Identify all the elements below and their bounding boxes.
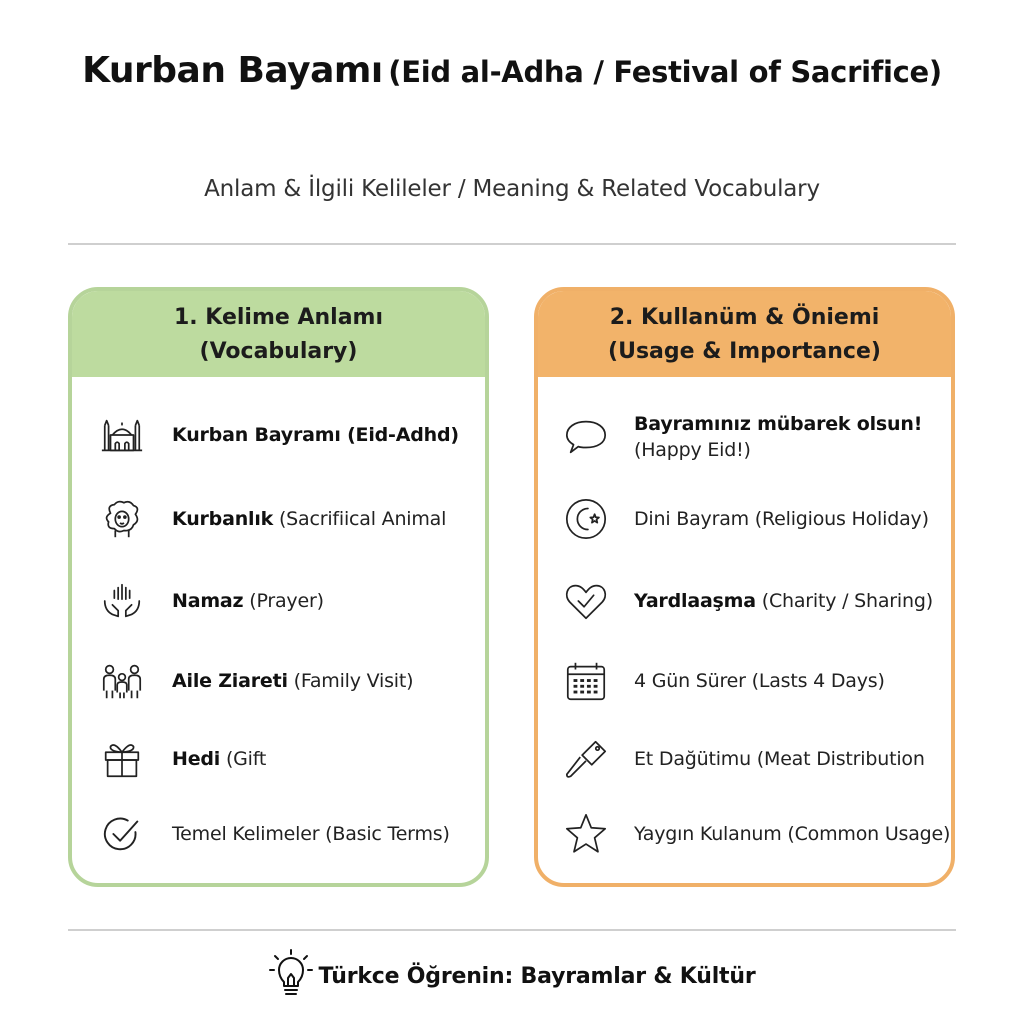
gift-icon	[98, 735, 146, 783]
vocabulary-card-subtitle: (Vocabulary)	[199, 339, 358, 364]
list-item	[562, 411, 922, 463]
vocabulary-card	[68, 287, 489, 887]
list-item	[562, 577, 933, 625]
cleaver-icon	[562, 735, 610, 783]
item-text: Namaz (Prayer)	[172, 590, 324, 612]
footer-text: Türkce Öğrenin: Bayramlar & Kültür	[318, 963, 756, 989]
star-icon	[562, 810, 610, 858]
family-icon	[98, 657, 146, 705]
bottom-divider	[68, 929, 956, 931]
item-text: Hedi (Gift	[172, 748, 267, 770]
list-item	[98, 810, 450, 858]
list-item	[98, 495, 446, 543]
title-paren: (Eid al-Adha / Festival of Sacrifice)	[388, 55, 942, 89]
page-subtitle: Anlam & İlgili Kelileler / Meaning & Related Vocabulary	[204, 176, 820, 202]
speech-bubble-icon	[562, 413, 610, 461]
list-item	[98, 657, 413, 705]
item-text: Dini Bayram (Religious Holiday)	[634, 508, 929, 530]
vocabulary-card-header	[72, 291, 485, 377]
title-main: Kurban Bayamı	[82, 50, 383, 91]
item-text: Yardlaaşma (Charity / Sharing)	[634, 590, 933, 612]
crescent-star-icon	[562, 495, 610, 543]
item-text: Temel Kelimeler (Basic Terms)	[172, 823, 450, 845]
vocabulary-card-title: 1. Kelime Anlamı	[173, 305, 384, 330]
item-text: Et Dağütimu (Meat Distribution	[634, 748, 925, 770]
item-text: Aile Ziareti (Family Visit)	[172, 670, 414, 692]
usage-card-subtitle: (Usage & Importance)	[608, 339, 881, 364]
list-item	[98, 735, 266, 783]
item-text: Kurbanlık (Sacrifiical Animal	[172, 508, 447, 530]
sheep-icon	[98, 495, 146, 543]
footer	[0, 948, 1024, 1004]
page-title	[0, 50, 1024, 91]
calendar-icon	[562, 657, 610, 705]
heart-check-icon	[562, 577, 610, 625]
usage-card-title: 2. Kullanüm & Öniemi	[609, 305, 880, 330]
checkmark-icon	[98, 810, 146, 858]
usage-card	[534, 287, 955, 887]
list-item	[562, 735, 925, 783]
mosque-icon	[98, 411, 146, 459]
list-item	[562, 810, 950, 858]
lightbulb-icon	[269, 948, 313, 1004]
list-item	[562, 657, 885, 705]
list-item	[98, 577, 324, 625]
item-text: Yaygın Kulanum (Common Usage)	[634, 823, 951, 845]
list-item	[562, 495, 929, 543]
praying-hands-icon	[98, 577, 146, 625]
item-text: Kurban Bayramı (Eid-Adhd)	[172, 424, 459, 446]
usage-card-header	[538, 291, 951, 377]
top-divider	[68, 243, 956, 245]
item-text: 4 Gün Sürer (Lasts 4 Days)	[634, 670, 885, 692]
item-text: Bayramınız mübarek olsun! (Happy Eid!)	[634, 413, 923, 461]
list-item	[98, 411, 459, 459]
